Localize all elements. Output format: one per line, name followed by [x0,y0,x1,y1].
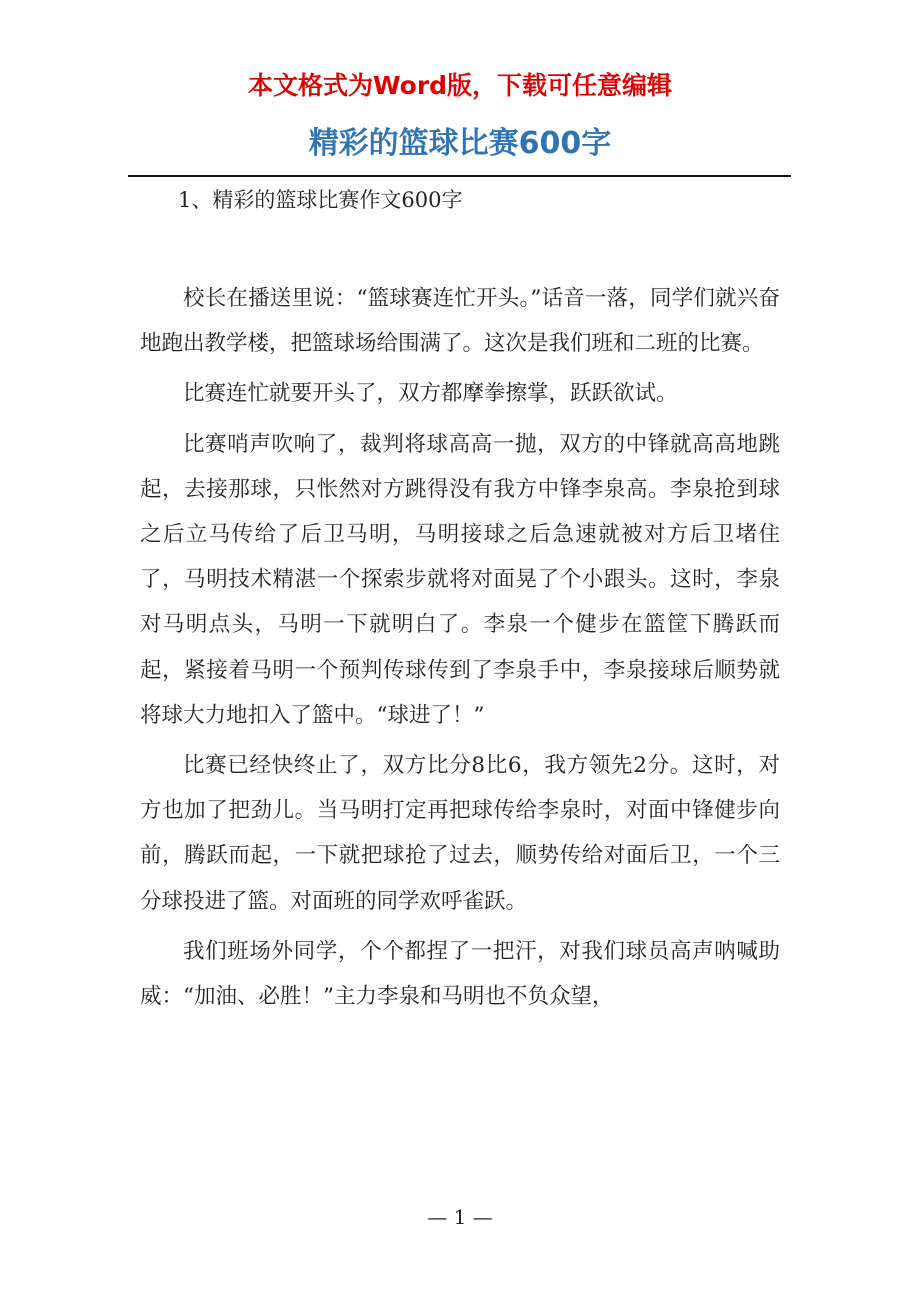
paragraph: 校长在播送里说：“篮球赛连忙开头。”话音一落，同学们就兴奋地跑出教学楼，把篮球场给围满了。这次是我们班和二班的比赛。 [140,286,780,357]
paragraph: 比赛连忙就要开头了，双方都摩拳擦掌，跃跃欲试。 [183,381,678,407]
paragraph: 比赛哨声吹响了，裁判将球高高一抛，双方的中锋就高高地跳起，去接那球，只怅然对方跳得没有我方中锋李泉高。李泉抢到球之后立马传给了后卫马明，马明接球之后急速就被对方后卫堵住了，马明技术精湛一个探索步就将对面晃了个小跟头。这时，李泉对马明点头，马明一下就明白了。李泉一个健步在篮筐下腾跃而起，紧接着马明一个预判传球传到了李泉手中，李泉接球后顺势就将球大力地扣入了篮中。“球进了！” [140,431,780,728]
paragraph: 比赛已经快终止了，双方比分8比6，我方领先2分。这时，对方也加了把劲儿。当马明打定再把球传给李泉时，对面中锋健步向前，腾跃而起，一下就把球抢了过去，顺势传给对面后卫，一个三分球投进了篮。对面班的同学欢呼雀跃。 [140,753,780,914]
section-heading: 1、精彩的篮球比赛作文600字 [178,188,463,212]
document-title: 精彩的篮球比赛600字 [308,126,612,161]
format-notice-banner: 本文格式为Word版，下载可任意编辑 [247,71,673,100]
article-body [140,276,780,1024]
title-divider [128,175,791,177]
paragraph: 我们班场外同学，个个都捏了一把汗，对我们球员高声呐喊助威：“加油、必胜！”主力李泉和马明也不负众望， [140,938,780,1010]
page-number: — 1 — [427,1205,493,1229]
